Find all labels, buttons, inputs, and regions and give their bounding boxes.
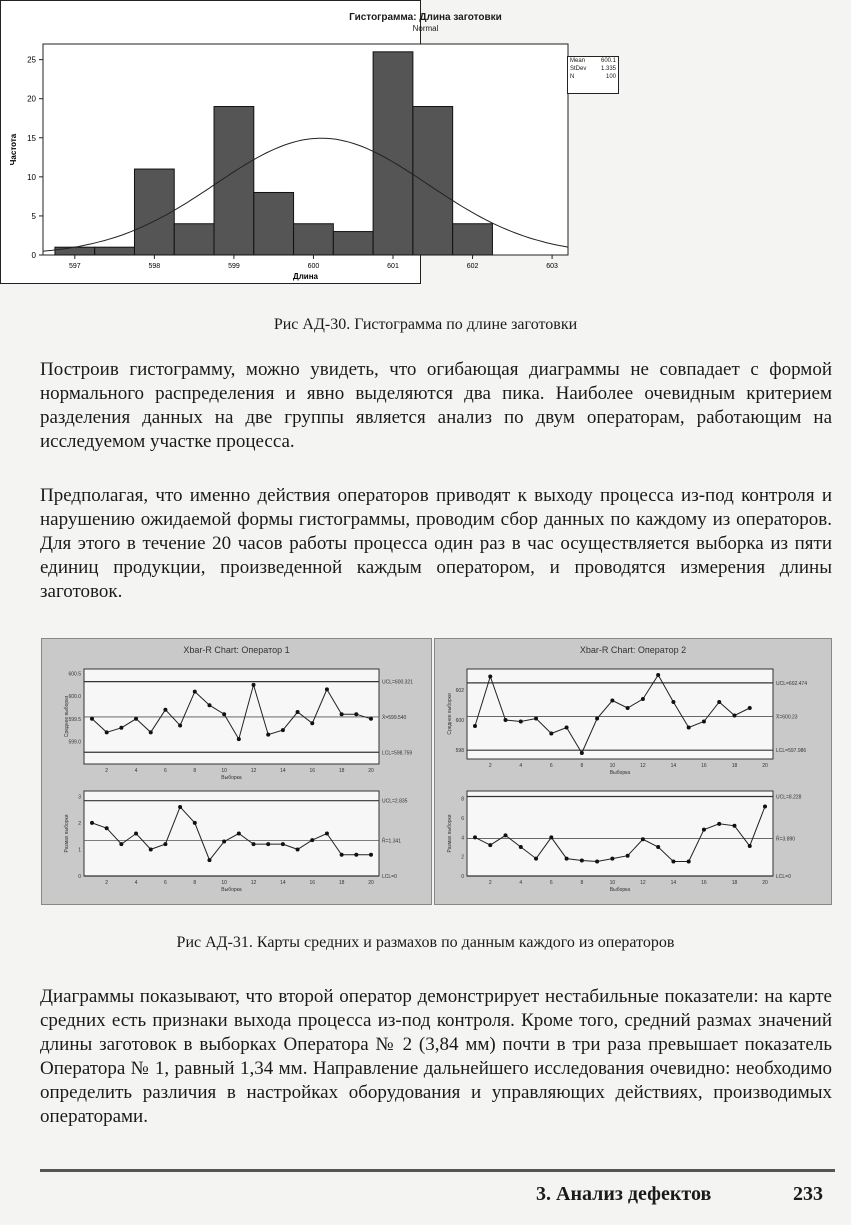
figure2-caption: Рис АД-31. Карты средних и размахов по данным каждого из операторов: [176, 934, 675, 951]
xbar-x-tick-label: 8: [193, 768, 197, 774]
range-data-point: [237, 832, 241, 836]
panel-title-operator-1: Xbar-R Chart: Оператор 1: [183, 645, 290, 655]
range-y-tick-label: 3: [78, 794, 81, 801]
paragraph-3: [40, 985, 832, 1129]
stats-row-n: [568, 73, 618, 81]
xbar-data-point: [354, 712, 358, 716]
range-data-point: [702, 828, 706, 832]
xbar-x-tick-label: 6: [164, 768, 167, 774]
range-x-tick-label: 2: [105, 880, 109, 886]
range-data-point: [178, 805, 182, 809]
xbar-data-point: [748, 706, 752, 710]
xbar-y-tick-label: 600.5: [68, 671, 81, 678]
range-data-point: [534, 857, 538, 861]
range-x-tick-label: 8: [193, 880, 197, 886]
xbar-data-point: [310, 721, 314, 725]
range-data-point: [595, 860, 599, 864]
range-y-tick-label: 0: [78, 874, 81, 880]
xbar-x-tick-label: 12: [250, 768, 257, 774]
xbar-y-tick-label: 599.0: [68, 739, 81, 746]
stats-row-mean: [568, 57, 618, 65]
control-chart-svg-operator-2: [435, 639, 831, 904]
xbar-data-point: [732, 714, 736, 718]
xbar-x-tick-label: 6: [549, 763, 553, 769]
y-tick-label: 15: [27, 133, 36, 143]
y-tick-label: 10: [27, 172, 36, 182]
figure1-caption: Рис АД-30. Гистограмма по длине заготовки: [273, 316, 578, 333]
stats-value: 1.335: [600, 66, 616, 72]
x-tick-label: 597: [68, 263, 81, 270]
xbar-x-axis-label: Выборка: [609, 770, 631, 776]
range-data-point: [134, 832, 138, 836]
range-data-point: [119, 842, 123, 846]
stats-label: N: [570, 74, 575, 80]
xbar-data-point: [687, 726, 691, 730]
xbar-x-tick-label: 10: [221, 768, 227, 774]
xbar-data-point: [163, 708, 167, 712]
xbar-data-point: [702, 720, 706, 724]
histogram-subtitle: Normal: [412, 24, 439, 33]
range-x-tick-label: 10: [609, 880, 616, 886]
range-data-point: [163, 842, 167, 846]
xbar-data-point: [549, 732, 553, 736]
xbar-plot-area: [84, 669, 379, 764]
xbar-x-tick-label: 14: [670, 763, 677, 769]
histogram-bar: [453, 224, 493, 255]
range-x-tick-label: 16: [309, 880, 316, 886]
xbar-y-tick-label: 599.5: [68, 716, 81, 723]
range-data-point: [763, 804, 767, 808]
range-ucl-label: UCL=2.835: [382, 798, 408, 805]
range-data-point: [325, 832, 329, 836]
range-data-point: [671, 860, 675, 864]
range-data-point: [687, 860, 691, 864]
range-data-point: [266, 842, 270, 846]
xbar-lcl-label: LCL=597.986: [776, 748, 807, 755]
paragraph-2-text: Предполагая, что именно действия операторов приводят к выходу процесса из-под контроля и нарушению ожидаемой формы гистограммы, проводим сбор данных по каждому из операторов. Для этого в течение 20 часов работы процесса один раз в час осуществляется выборка из пяти единиц продукции, произведенной каждым оператором, и проводятся измерения длины заготовок.: [40, 485, 832, 602]
xbar-data-point: [717, 700, 721, 704]
range-data-point: [310, 838, 314, 842]
xbar-data-point: [565, 726, 569, 730]
footer-page-number: 233: [793, 1183, 823, 1205]
xbar-x-tick-label: 14: [280, 768, 286, 774]
range-data-point: [296, 847, 300, 851]
panel-title-operator-2: Xbar-R Chart: Оператор 2: [579, 645, 687, 655]
xbar-data-point: [504, 718, 508, 722]
y-tick-label: 25: [27, 55, 36, 65]
paragraph-1: [40, 358, 832, 454]
x-tick-label: 599: [228, 263, 240, 270]
range-data-point: [281, 842, 285, 846]
xbar-data-point: [534, 717, 538, 721]
range-data-point: [340, 853, 344, 857]
xbar-x-tick-label: 8: [580, 763, 584, 769]
xbar-y-axis-label: Среднее выборки: [447, 693, 453, 735]
range-x-tick-label: 12: [640, 880, 646, 886]
xbar-data-point: [193, 690, 197, 694]
xbar-data-point: [519, 720, 523, 724]
paragraph-1-text: Построив гистограмму, можно увидеть, что огибающая диаграммы не совпадает с формой нормального распределения и явно выделяются два пика. Наиболее очевидным критерием разделения данных на две группы является анализ по двум операторам, работающим на исследуемом участке процесса.: [40, 359, 832, 452]
range-x-tick-label: 18: [731, 880, 738, 886]
xbar-data-point: [488, 675, 492, 679]
range-center-label: R̄=1.341: [382, 838, 402, 845]
range-y-tick-label: 1: [78, 847, 81, 854]
xbar-data-point: [641, 697, 645, 701]
range-y-tick-label: 6: [461, 816, 464, 823]
range-data-point: [105, 826, 109, 830]
range-y-tick-label: 0: [461, 874, 464, 880]
range-plot-area: [84, 791, 379, 876]
xbar-x-tick-label: 12: [640, 763, 646, 769]
range-x-tick-label: 4: [134, 880, 138, 886]
x-tick-label: 603: [546, 263, 558, 270]
range-x-tick-label: 12: [250, 880, 257, 886]
histogram-bar: [55, 247, 95, 255]
xbar-data-point: [369, 717, 373, 721]
range-x-tick-label: 16: [701, 880, 707, 886]
xbar-x-axis-label: Выборка: [221, 775, 242, 781]
histogram-stats-box: [567, 56, 619, 94]
x-tick-label: 601: [387, 263, 399, 270]
range-data-point: [549, 835, 553, 839]
xbar-data-point: [656, 673, 660, 677]
xbar-x-tick-label: 2: [105, 768, 109, 774]
range-y-tick-label: 4: [461, 835, 464, 842]
histogram-bar: [254, 192, 294, 255]
xbar-y-axis-label: Среднее выборки: [64, 695, 70, 738]
footer-section-title: 3. Анализ дефектов: [536, 1183, 712, 1205]
xbar-data-point: [296, 710, 300, 714]
x-tick-label: 602: [466, 263, 479, 270]
range-data-point: [252, 842, 256, 846]
range-y-tick-label: 8: [461, 796, 464, 803]
range-x-tick-label: 6: [164, 880, 167, 886]
histogram-figure: [0, 0, 558, 284]
control-chart-svg-operator-1: [42, 639, 431, 904]
histogram-bar: [174, 224, 214, 255]
range-data-point: [519, 845, 523, 849]
xbar-data-point: [207, 703, 211, 707]
y-tick-label: 5: [31, 211, 36, 221]
range-data-point: [473, 835, 477, 839]
xbar-center-label: X̄=600.23: [776, 714, 798, 721]
range-y-tick-label: 2: [78, 820, 81, 827]
histogram-bar: [413, 107, 453, 255]
control-chart-panel-operator-2: [434, 638, 832, 905]
range-data-point: [207, 858, 211, 862]
histogram-title: Гистограмма: Длина заготовки: [349, 12, 502, 23]
xbar-data-point: [580, 751, 584, 755]
range-y-axis-label: Размах выборки: [447, 814, 453, 853]
range-data-point: [90, 821, 94, 825]
range-lcl-label: LCL=0: [776, 874, 791, 880]
range-x-tick-label: 14: [280, 880, 286, 886]
xbar-x-tick-label: 18: [731, 763, 738, 769]
range-data-point: [354, 853, 358, 857]
xbar-x-tick-label: 2: [488, 763, 492, 769]
xbar-data-point: [626, 706, 630, 710]
range-x-tick-label: 20: [368, 880, 374, 886]
xbar-data-point: [671, 700, 675, 704]
xbar-data-point: [178, 724, 182, 728]
range-data-point: [641, 837, 645, 841]
range-lcl-label: LCL=0: [382, 874, 397, 880]
xbar-lcl-label: LCL=598.759: [382, 750, 413, 757]
range-data-point: [626, 854, 630, 858]
xbar-data-point: [105, 730, 109, 734]
x-tick-label: 600: [307, 263, 320, 270]
range-data-point: [565, 857, 569, 861]
paragraph-3-text: Диаграммы показывают, что второй оператор демонстрирует нестабильные показатели: на карте средних есть признаки выхода процесса из-под контроля. Кроме того, средний размах значений длины заготовок в выборках Оператора № 2 (3,84 мм) почти в три раза превышает показатель Оператора № 1, равный 1,34 мм. Направление дальнейшего исследования очевидно: необходимо определить различия в настройках оборудования и управляющих действиях, производимых операторами.: [40, 986, 832, 1127]
range-x-tick-label: 8: [580, 880, 584, 886]
xbar-data-point: [119, 726, 123, 730]
range-plot-area: [467, 791, 773, 876]
xbar-data-point: [134, 717, 138, 721]
histogram-bar: [95, 247, 135, 255]
range-data-point: [222, 839, 226, 843]
stats-value: 100: [605, 74, 616, 80]
xbar-x-tick-label: 18: [338, 768, 345, 774]
range-data-point: [580, 859, 584, 863]
stats-label: Mean: [570, 58, 586, 64]
xbar-data-point: [595, 717, 599, 721]
xbar-center-label: X̄=599.540: [382, 714, 407, 721]
range-data-point: [748, 844, 752, 848]
range-x-tick-label: 14: [670, 880, 677, 886]
xbar-ucl-label: UCL=600.321: [382, 679, 413, 686]
range-data-point: [149, 847, 153, 851]
xbar-y-tick-label: 600.0: [68, 694, 81, 701]
range-data-point: [610, 857, 614, 861]
xbar-y-tick-label: 602: [455, 688, 464, 694]
xbar-y-tick-label: 600: [455, 718, 464, 724]
xbar-y-tick-label: 598: [455, 748, 464, 754]
range-data-point: [488, 843, 492, 847]
histogram-bar: [373, 52, 413, 255]
range-data-point: [717, 822, 721, 826]
range-y-tick-label: 2: [461, 854, 464, 861]
y-axis-label: Частота: [9, 133, 18, 166]
xbar-data-point: [90, 717, 94, 721]
range-data-point: [369, 853, 373, 857]
xbar-x-tick-label: 10: [609, 763, 616, 769]
xbar-x-tick-label: 4: [519, 763, 523, 769]
range-x-tick-label: 4: [519, 880, 523, 886]
paragraph-2: [40, 484, 832, 604]
range-x-tick-label: 20: [762, 880, 768, 886]
range-x-tick-label: 18: [338, 880, 345, 886]
x-tick-label: 598: [148, 263, 161, 270]
control-chart-panel-operator-1: [41, 638, 432, 905]
range-x-tick-label: 6: [549, 880, 553, 886]
xbar-data-point: [281, 728, 285, 732]
range-data-point: [504, 833, 508, 837]
xbar-data-point: [222, 712, 226, 716]
range-data-point: [732, 824, 736, 828]
xbar-x-tick-label: 4: [134, 768, 138, 774]
xbar-data-point: [325, 687, 329, 691]
xbar-data-point: [266, 733, 270, 737]
xbar-data-point: [340, 712, 344, 716]
xbar-data-point: [610, 699, 614, 703]
range-x-axis-label: Выборка: [609, 887, 631, 893]
xbar-x-tick-label: 16: [701, 763, 707, 769]
xbar-data-point: [252, 683, 256, 687]
range-x-tick-label: 10: [221, 880, 227, 886]
histogram-bar: [134, 169, 174, 255]
xbar-data-point: [237, 737, 241, 741]
stats-value: 600.1: [600, 58, 616, 64]
y-tick-label: 20: [27, 94, 36, 104]
range-data-point: [193, 821, 197, 825]
xbar-x-tick-label: 20: [762, 763, 768, 769]
xbar-data-point: [473, 724, 477, 728]
range-y-axis-label: Размах выборки: [64, 814, 70, 853]
histogram-bar: [294, 224, 334, 255]
stats-label: StDev: [570, 66, 587, 72]
xbar-ucl-label: UCL=602.474: [776, 680, 807, 687]
range-data-point: [656, 845, 660, 849]
y-tick-label: 0: [31, 251, 36, 260]
footer-divider: [40, 1169, 835, 1172]
stats-row-stdev: [568, 65, 618, 73]
range-ucl-label: UCL=8.228: [776, 794, 802, 801]
range-center-label: R̄=3.890: [776, 836, 796, 843]
histogram-bar: [333, 232, 373, 255]
xbar-x-tick-label: 20: [368, 768, 374, 774]
range-x-axis-label: Выборка: [221, 887, 242, 893]
range-x-tick-label: 2: [488, 880, 492, 886]
xbar-data-point: [149, 730, 153, 734]
x-axis-label: Длина: [293, 272, 318, 281]
xbar-x-tick-label: 16: [309, 768, 316, 774]
